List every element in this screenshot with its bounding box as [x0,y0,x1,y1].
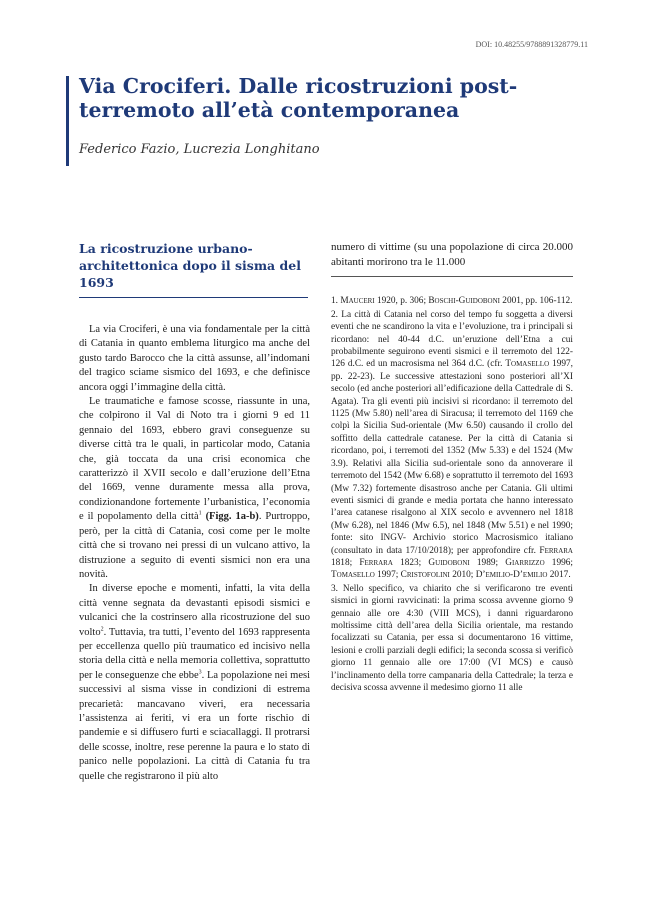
article-title: Via Crociferi. Dalle ricostruzioni post-terremoto all’età contemporanea [79,74,518,122]
citation-author: Ferrara [359,557,393,568]
footnote-number: 3. [331,583,338,594]
figure-ref[interactable]: (Figg. 1a-b) [205,511,259,523]
citation-author: Guidoboni [428,557,470,568]
footnote-ref[interactable]: 2 [100,626,104,633]
citation-author: Cristofolini [400,570,450,581]
section-heading: La ricostruzione urbano-architettonica dopo il sisma del 1693 [79,241,301,290]
footnotes-rule [331,276,573,277]
right-column [331,240,573,695]
citation-author: Mauceri [340,296,375,307]
paragraph-text: . Tuttavia, tra tutti, l’evento del 1693 rappresenta per eccellenza quello più traumatico ed incisivo nella storia della città e nella memoria collettiva, soprattutto per le conseguenze che ebbe [79,626,310,681]
footnote-text: Nello specifico, va chiarito che si verificarono tre eventi sismici in giorni ravvicinati: la prima scossa avvenne giorno 9 gennaio alle ore 4:30 (VIII MCS), i danni riguardarono moltissime città dell’area della Sicilia orientale, ma restando focalizzati su Catania, per essa si documentarono 16 vittime, lesioni e crolli parziali degli edifici; la seconda scossa si verificò giorno 11 gennaio alle ore 17:00 (VI MCS) e causò l’inclinamento della torre campanaria della Cattedrale; la terza e decisiva scossa avvenne il medesimo giorno 11 alle [331,583,573,693]
paragraph-2 [79,395,310,582]
footnote-2 [331,309,573,582]
paragraph-text: . La popolazione nei mesi successivi al sisma visse in condizioni di estrema precarietà: mancavano viveri, era necessaria l’assistenza ai feriti, vi era un forte rischio di pandemie e si diffusero furti e sciacallaggi. Il protrarsi delle scosse, inoltre, rese perenne la paura e lo stato di panico nelle popolazioni. La città di Catania fu tra quelle che registrarono il più alto [79,669,310,782]
footnote-text: 2001, pp. 106-112. [499,296,573,307]
citation-author: Boschi-Guidoboni [428,296,500,307]
footnote-text: 1989; [469,557,506,568]
footnote-text: 2017. [547,570,571,581]
footnote-text: 1920, p. 306; [374,296,429,307]
paragraph-text: In diverse epoche e momenti, infatti, la vita della città venne segnata da devastanti episodi sismici e vulcanici che la costrinsero alla ricostruzione del suo volto [79,583,310,638]
footnote-text: 2010; [449,570,476,581]
paragraph-text: La via Crociferi, è una via fondamentale per la città di Catania in quanto emblema liturgico ma anche del gusto tardo Barocco che la città assunse, all’indomani del tragico sciame sismico del 1693, e che definisce ancora oggi l’immagine della città. [79,324,310,393]
footnote-3 [331,583,573,695]
body-text [79,323,310,784]
citation-author: Tomasello [331,570,375,581]
paragraph-1 [79,323,310,395]
footnote-text: 1818; [331,557,360,568]
footnote-text: La città di Catania nel corso del tempo fu soggetta a diversi eventi che ne scandirono la vita e l’evoluzione, tra i principali si ricordano: nel 40-44 d.C. un’eruzione dell’Etna a cui probabilmente seguirono eventi sismici e il terremoto del 122-126 d.C. ed un macrosisma nel 364 d.C. (cfr. [331,309,573,370]
paragraph-3 [79,582,310,784]
citation-author: D’emilio-D’emilio [475,570,548,581]
footnote-text: 1996; [544,557,573,568]
citation-author: Ferrara [539,545,573,556]
footnote-number: 1. [331,296,338,307]
footnote-text: 1823; [392,557,429,568]
left-column [79,240,310,784]
paragraph-text: . Purtroppo, però, per la città di Catania, così come per le molte città che si trovano nei pressi di un vulcano attivo, la distruzione a seguito di eventi sismici non era una novità. [79,511,311,580]
footnote-text: 1997, pp. 22-23). Le successive attestazioni sono posteriori all’XI secolo (ed anche posteriori all’edificazione della Cattedrale di S. Agata). Tra gli eventi più incisivi si ricordano: il terremoto del 1125 (Mw 5.80) nell’area di Siracusa; il terremoto del 1169 che colpì la Sicilia Sud-orientale (Mw 6.50) causando il crollo del soffitto della cattedrale catanese. Per la città di Catania si ricordano, poi, i terremoti del 1352 (Mw 5.33) e del 1524 (Mw 3.9). Relativi alla Sicilia sud-orientale sono da annoverare il terremoto del 1542 (Mw 6.68) e soprattutto il terremoto del 1693 (Mw 7.32) fortemente disastroso anche per Catania. Gli ultimi eventi sismici di grande e media portata che hanno interessato l’area catanese risalgono al XIX secolo e avvennero nel 1818 (Mw 6.28), nel 1846 (Mw 6.5), nel 1848 (Mw 5.51) e nel 1990; fonte: sito INGV- Archivio storico Macrosismico italiano (consultato in data 17/10/2018); per approfondire cfr. [331,359,573,556]
paragraph-text: Le traumatiche e famose scosse, riassunte in una, che colpirono il Val di Noto tra i giorni 9 ed 11 gennaio del 1693, ebbero gravi conseguenze su diverse città tra le quali, in particolar modo, Catania che, già toccata da una crisi economica che caratterizzò il XVII secolo e dall’eruzione dell’Etna del 1669, venne duramente messa alla prova, condizionandone fortemente l’urbanistica, l’economia e il popolamento della città [79,396,310,523]
footnote-number: 2. [331,309,338,320]
paragraph-continuation: numero di vittime (su una popolazione di circa 20.000 abitanti morirono tra le 11.000 [331,241,573,269]
footnote-text: 1997; [374,570,401,581]
footnotes [331,295,573,694]
section-rule [79,297,308,298]
title-block [66,74,596,158]
citation-author: Giarrizzo [505,557,545,568]
doi-label: DOI: 10.48255/9788891328779.11 [475,40,588,49]
footnote-ref[interactable]: 3 [198,669,202,676]
article-authors: Federico Fazio, Lucrezia Longhitano [79,142,320,157]
citation-author: Tomasello [505,359,550,370]
footnote-ref[interactable]: 1 [198,510,202,517]
footnote-1 [331,295,573,307]
